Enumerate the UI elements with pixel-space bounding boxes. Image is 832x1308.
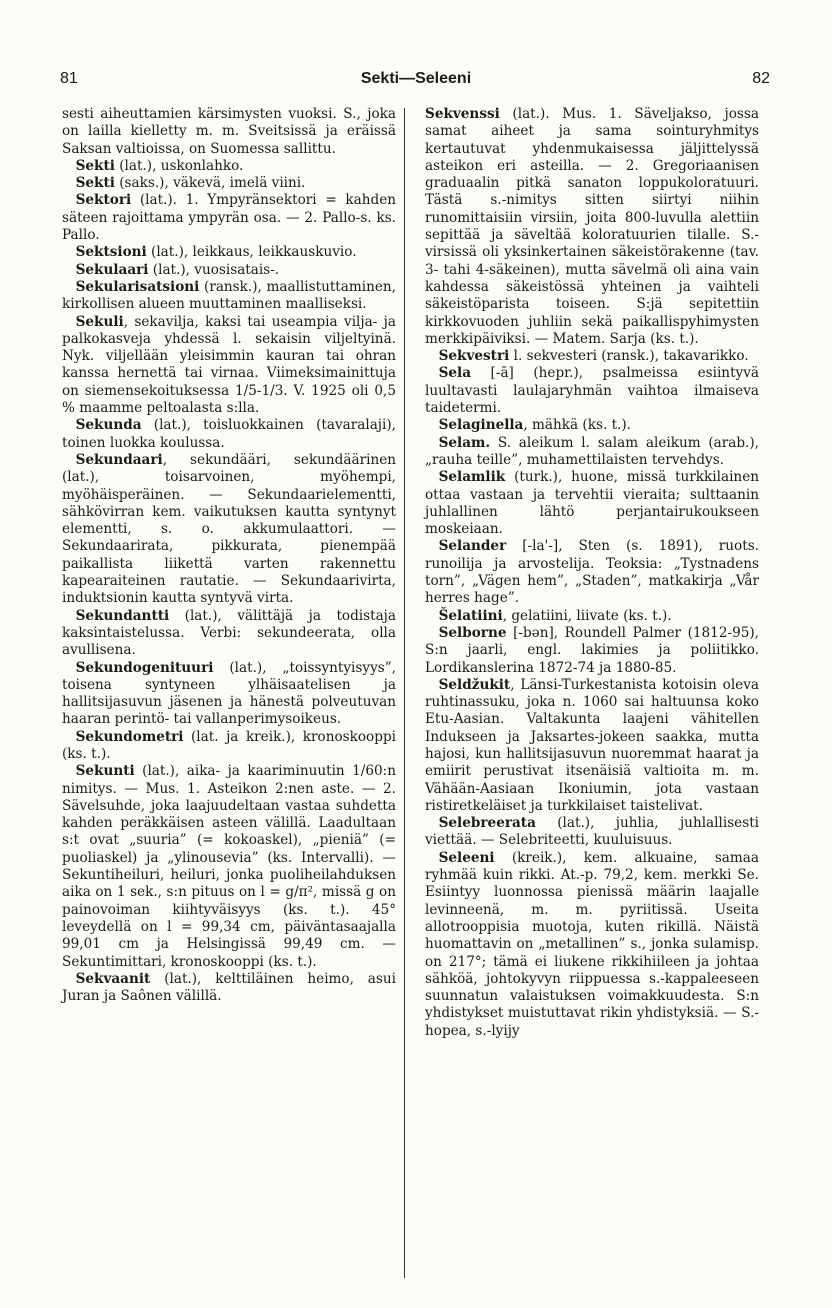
entry-selam: Selam. S. aleikum l. salam aleikum (arab.), „rauha teille”, muhamettilaisten tervehdys. (425, 434, 759, 468)
entry-seldzukit: Seldžukit, Länsi-Turkestanista kotoisin oleva ruhtinassuku, joka n. 1060 sai haltuunsa koko Etu-Aasian. Valtakunta laajeni vähitellen Indukseen ja Jaksartes-jokeen saakka, mutta hajosi, kun hallitsijasuvun nuoremmat haarat ja emiirit perustivat itsenäisiä valtioita m. m. Vähään-Aasiaan Ikoniumin, jota vastaan ristiretkeläiset ja turkkilaiset taistelivat. (425, 676, 759, 814)
entry-sekundometri: Sekundometri (lat. ja kreik.), kronoskooppi (ks. t.). (62, 728, 396, 762)
entry-continuation: sesti aiheuttamien kärsimysten vuoksi. S., joka on laillа kielletty m. m. Sveitsissä ja eräissä Saksan valtioissa, on Suomessa sallittu. (62, 106, 396, 157)
right-column (425, 106, 759, 1040)
entry-sela: Sela [-ā] (hepr.), psalmeissa esiintyvä luultavasti laulajaryhmän vaihtoa ilmaiseva taidetermi. (425, 365, 759, 417)
entry-sekundantti: Sekundantti (lat.), välittäjä ja todistaja kaksintaistelussa. Verbi: sekundeerata, olla avullisena. (62, 607, 396, 659)
column-divider (404, 108, 405, 1278)
entry-sektori: Sektori (lat.). 1. Ympyränsektori = kahden säteen rajoittama ympyrän osa. — 2. Pallo-s. ks. Pallo. (62, 192, 396, 244)
entry-selaginella: Selaginella, mähkä (ks. t.). (438, 417, 631, 434)
entry-selamlik: Selamlik (turk.), huone, missä turkkilainen ottaa vastaan ja tervehtii vieraita; sulttaanin juhlallinen lähtö perjantairukoukseen moskeiaan. (425, 469, 759, 538)
entry-selborne: Selborne [-bən], Roundell Palmer (1812-95), S:n jaarli, engl. lakimies ja poliitikko. Lordikanslerina 1872-74 ja 1880-85. (425, 624, 759, 676)
page-number-left: 81 (60, 70, 78, 87)
entry-sekvenssi: Sekvenssi (lat.). Mus. 1. Säveljakso, jossa samat aiheet ja sama sointuryhmitys kertautuvat yhdenmukaisessa jäljittelyssä asteikon eri asteilla. — 2. Gregoriaanisen graduaalin pitkä sanaton loppukoloratuuri. Tästä s.-nimitys sitten siirtyi niihin runomittaisiin virsiin, joita 800-luvulla alettiin sepittää ja säveltää koloratuurien tilalle. S.-virsissä oli yksinkertainen säkeistörakenne (tav. 3- tahi 4-säkeinen), mutta sävelmä oli aina vain kahdessa säkeistössä yhteinen ja vaihteli säkeistöparista toiseen. S:jä sepitettiin kirkkovuoden juhliin sekä paikallispyhimysten merkkipäiviksi. — Matem. Sarja (ks. t.). (425, 106, 759, 347)
entry-sekularisatsioni: Sekularisatsioni (ransk.), maallistuttaminen, kirkollisen alueen muuttaminen maalliseksi. (62, 278, 396, 313)
page-header (0, 70, 832, 94)
entry-selander: Selander [-la'-], Sten (s. 1891), ruots. runoilija ja arvostelija. Teoksia: „Tystnadens torn”, „Vägen hem”, „Staden”, matkakirja „Vår herres hage”. (425, 538, 759, 607)
entry-sekulaari: Sekulaari (lat.), vuosisatais-. (75, 261, 280, 278)
entry-sekvestri: Sekvestri l. sekvesteri (ransk.), takavarikko. (438, 348, 749, 365)
entry-sekunti: Sekunti (lat.), aika- ja kaariminuutin 1/60:n nimitys. — Mus. 1. Asteikon 2:nen aste. — 2. Sävelsuhde, joka laajuudeltaan vastaa suhdetta kahden peräkkäisen asteen välillä. Laadultaan s:t ovat „suuria” (= kokoaskel), „pieniä” (= puoliaskel) ja „ylinousevia” (ks. Intervalli). — Sekuntiheiluri, heiluri, jonka puoliheilahduksen aika on 1 sek., s:n pituus on l = g/π², missä g on painovoiman kiihtyväisyys (ks. t.). 45° leveydellä on l = 99,34 cm, päiväntasaajalla 99,01 cm ja Helsingissä 99,49 cm. — Sekuntimittari, kronoskooppi (ks. t.). (62, 763, 396, 970)
entry-selatiini: Šelatiini, gelatiini, liivate (ks. t.). (438, 607, 672, 624)
running-title: Sekti—Seleeni (360, 70, 472, 87)
entry-sekti-saks: Sekti (saks.), väkevä, imelä viini. (75, 175, 306, 192)
entry-sekundaari: Sekundaari, sekundääri, sekundäärinen (lat.), toisarvoinen, myöhempi, myöhäisperäinen. — Sekundaarielementti, sähkövirran kem. vaikutuksen kautta syntynyt elementti, s. o. akkumulaattori. — Sekundaarirata, pikkurata, pienempää paikallista liikettä varten rakennettu kapearaiteinen rautatie. — Sekundaarivirta, induktsionin kautta syntyvä virta. (62, 451, 396, 607)
entry-seleeni: Seleeni (kreik.), kem. alkuaine, samaa ryhmää kuin rikki. At.-p. 79,2, kem. merkki Se. Esiintyy luonnossa pienissä määrin laajalle levinneenä, m. m. pyriitissä. Useita allotrooppisia muotoja, kuten rikillä. Näistä huomattavin on „metallinen” s., jonka sulamisp. on 217°; tämä ei liukene rikkihiileen ja johtaa sähköä, johtokyvyn riippuessa s.-kappaleeseen suunnatun valaistuksen voimakkuudesta. S:n yhdistykset muistuttavat rikin yhdistyksiä. — S.-hopea, s.-lyijy (425, 849, 759, 1039)
entry-sekti-lat: Sekti (lat.), uskonlahko. (75, 157, 244, 174)
entry-sekuli: Sekuli, sekavilja, kaksi tai useampia vilja- ja palkokasveja yhdessä l. sekaisin viljeltyinä. Nyk. viljellään yleisimmin kauran tai ohran kanssa hernettä tai virnaa. Viimeksimainittuja on siemensekoituksessa 1/5-1/3. V. 1925 oli 0,5 % maamme peltoalasta s:lla. (62, 313, 396, 417)
entry-sekunda: Sekunda (lat.), toisluokkainen (tavaralaji), toinen luokka koulussa. (62, 417, 396, 451)
entry-selebreerata: Selebreerata (lat.), juhlia, juhlallisesti viettää. — Selebriteetti, kuuluisuus. (425, 815, 759, 849)
page-number-right: 82 (752, 70, 770, 87)
entry-sekvaanit: Sekvaanit (lat.), kelttiläinen heimo, asui Juran ja Saônen välillä. (62, 970, 396, 1005)
entry-sekundogenituuri: Sekundogenituuri (lat.), „toissyntyisyys”, toisena syntyneen ylhäisaatelisen ja hallitsijasuvun jäsenen ja hänestä polveutuvan haaran perintö- tai vallanperimysoikeus. (62, 659, 396, 728)
entry-sektsioni: Sektsioni (lat.), leikkaus, leikkauskuvio. (75, 244, 357, 261)
left-column (62, 106, 396, 1005)
